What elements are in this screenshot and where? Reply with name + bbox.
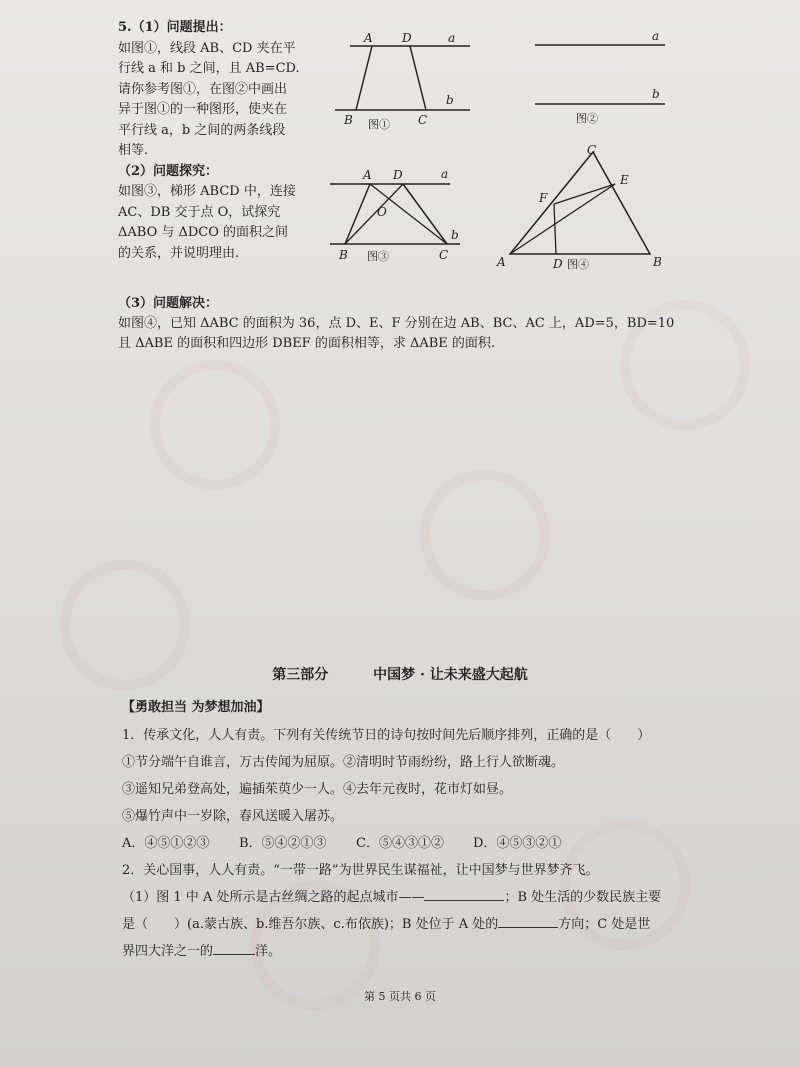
q5-part1-line: 行线 a 和 b 之间，且 AB=CD. bbox=[118, 61, 300, 76]
fig4-caption: 图④ bbox=[567, 258, 589, 271]
fig1-label-A: A bbox=[364, 32, 373, 45]
part3-theme: 中国梦 · 让未来盛大起航 bbox=[373, 667, 528, 683]
fig2-label-b: b bbox=[652, 87, 660, 101]
figure-3 bbox=[325, 166, 475, 266]
question-1-options bbox=[122, 830, 742, 857]
question-1-item: ①节分端午自谁言，万古传闻为屈原。②清明时节雨纷纷，路上行人欲断魂。 bbox=[122, 755, 565, 770]
question-2-1-line1 bbox=[122, 884, 742, 911]
option-b: B．⑤④②①③ bbox=[239, 836, 327, 851]
fig4-label-B: B bbox=[653, 255, 662, 269]
fig4-label-C: C bbox=[587, 143, 597, 157]
fig1-label-b: b bbox=[446, 93, 454, 107]
question-2-1-line2 bbox=[122, 911, 742, 938]
q5-part3 bbox=[118, 294, 718, 354]
fig3-label-b: b bbox=[451, 228, 459, 242]
fig2-caption: 图② bbox=[576, 112, 598, 125]
figure-1 bbox=[330, 32, 480, 132]
fig4-label-F: F bbox=[539, 191, 548, 205]
q5-part1-line: 如图①，线段 AB、CD 夹在平 bbox=[118, 40, 296, 56]
q5-part2-heading: （2）问题探究： bbox=[118, 163, 219, 179]
fig1-label-C: C bbox=[418, 113, 428, 127]
q2-1-text-d: 方向；C 处是世 bbox=[558, 917, 651, 932]
fig1-label-B: B bbox=[344, 113, 353, 127]
fig1-label-a: a bbox=[448, 32, 456, 45]
figure-2 bbox=[530, 30, 670, 130]
fig4-label-E: E bbox=[620, 173, 629, 187]
question-2: 2．关心国事，人人有责。“一带一路”为世界民生谋福祉，让中国梦与世界梦齐飞。 bbox=[122, 863, 599, 878]
q5-part1-heading: （1）问题提出： bbox=[131, 20, 232, 35]
q5-part1-line: 请你参考图①，在图②中画出 bbox=[118, 81, 288, 97]
section-title: 【勇敢担当 为梦想加油】 bbox=[122, 700, 270, 715]
q2-1-text-c: 是（ ）(a.蒙古族、b.维吾尔族、c.布依族)；B 处位于 A 处的 bbox=[122, 917, 499, 932]
question-2-1-line3 bbox=[122, 938, 742, 965]
q5-number: 5. bbox=[118, 20, 132, 35]
option-a: A．④⑤①②③ bbox=[122, 836, 210, 851]
q2-1-text-a: （1）图 1 中 A 处所示是古丝绸之路的起点城市—— bbox=[122, 890, 425, 905]
page-footer: 第 5 页共 6 页 bbox=[364, 990, 436, 1003]
fig1-caption: 图① bbox=[368, 118, 390, 131]
q5-part1-line: 平行线 a，b 之间的两条线段 bbox=[118, 122, 286, 138]
option-d: D．④⑤③②① bbox=[473, 836, 562, 851]
fig3-label-D: D bbox=[393, 168, 403, 182]
q5-part2-line: AC、DB 交于点 O，试探究 bbox=[118, 204, 281, 220]
q5-part1-line: 异于图①的一种图形，使夹在 bbox=[118, 102, 288, 117]
question-1: 1．传承文化，人人有责。下列有关传统节日的诗句按时间先后顺序排列，正确的是（ ） bbox=[122, 728, 651, 743]
questions bbox=[122, 722, 742, 965]
question-1-item: ③遥知兄弟登高处，遍插茱萸少一人。④去年元夜时，花市灯如昼。 bbox=[122, 782, 513, 797]
answer-blank[interactable] bbox=[213, 940, 255, 955]
fig4-label-D: D bbox=[553, 257, 563, 271]
fig1-label-D: D bbox=[402, 32, 412, 45]
fig3-label-B: B bbox=[339, 248, 348, 262]
fig3-label-O: O bbox=[377, 205, 387, 219]
q2-1-text-b: ；B 处生活的少数民族主要 bbox=[504, 890, 662, 905]
fig3-label-a: a bbox=[441, 167, 449, 181]
fig2-label-a: a bbox=[652, 30, 660, 43]
option-c: C．⑤④③①② bbox=[356, 836, 444, 851]
question-5 bbox=[118, 18, 328, 264]
fig3-caption: 图③ bbox=[367, 250, 389, 263]
fig3-label-A: A bbox=[363, 168, 372, 182]
watermark-icon bbox=[420, 470, 550, 600]
answer-blank[interactable] bbox=[498, 913, 558, 928]
answer-blank[interactable] bbox=[424, 886, 504, 901]
q5-part3-line: 且 ΔABE 的面积和四边形 DBEF 的面积相等，求 ΔABE 的面积. bbox=[118, 336, 496, 351]
q5-part1-line: 相等. bbox=[118, 143, 149, 158]
q5-part2-line: ΔABO 与 ΔDCO 的面积之间 bbox=[118, 225, 289, 240]
q5-part3-heading: （3）问题解决： bbox=[118, 296, 219, 311]
q2-1-text-f: 洋。 bbox=[255, 944, 282, 959]
fig4-label-A: A bbox=[497, 255, 506, 269]
watermark-icon bbox=[150, 360, 280, 490]
fig3-label-C: C bbox=[439, 248, 449, 262]
q5-part3-line: 如图④，已知 ΔABC 的面积为 36，点 D、E、F 分别在边 AB、BC、AC 上，AD=5，BD=10 bbox=[118, 316, 675, 331]
part3-heading bbox=[0, 664, 800, 684]
q5-part2-line: 的关系，并说明理由. bbox=[118, 245, 240, 261]
question-1-item: ⑤爆竹声中一岁除，春风送暖入屠苏。 bbox=[122, 809, 344, 824]
figure-4 bbox=[495, 142, 675, 272]
part3-label: 第三部分 bbox=[272, 667, 329, 683]
q5-part2-line: 如图③，梯形 ABCD 中，连接 bbox=[118, 184, 296, 199]
q2-1-text-e: 界四大洋之一的 bbox=[122, 944, 214, 959]
